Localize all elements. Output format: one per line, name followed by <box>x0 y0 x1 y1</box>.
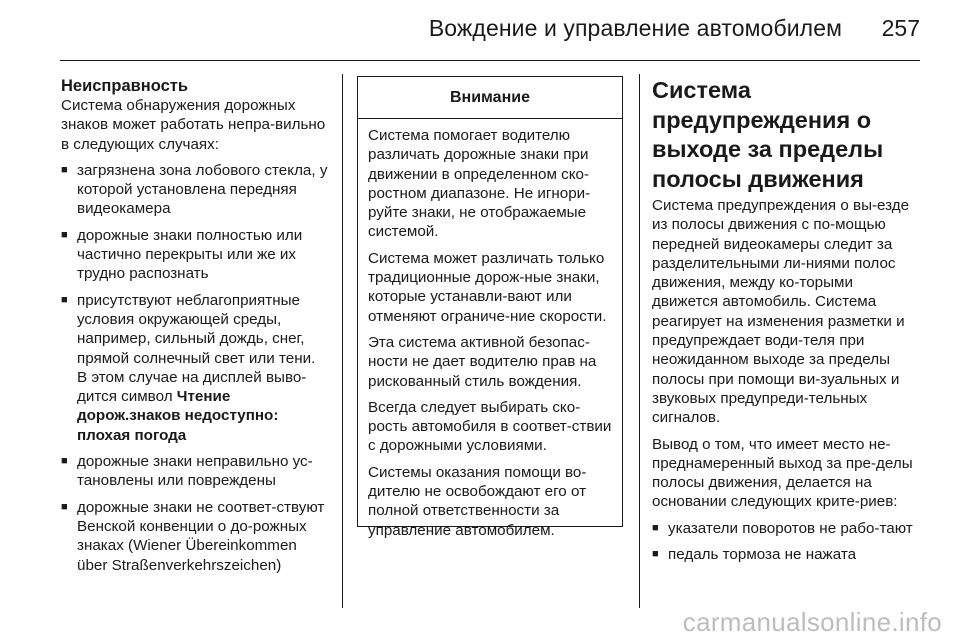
warning-body <box>358 119 622 540</box>
warning-paragraph: Система может различать только традиционные дорож-ные знаки, которые устанавли-вают или отменяют ограниче-ние скорости. <box>368 249 607 325</box>
right-column <box>652 76 920 571</box>
bullet-icon: ■ <box>61 293 68 306</box>
column-divider-right <box>639 74 640 608</box>
page-header <box>0 0 960 62</box>
list-item: ■ присутствуют неблагоприятные условия окружающей среды, например, сильный дождь, снег, прямой солнечный свет или тени. В этом случае на дисплей выво-дится символ Чтение дорож.знаков недоступно: плохая погода <box>61 291 316 444</box>
bullet-icon: ■ <box>61 163 68 176</box>
list-item: ■ дорожные знаки полностью или частично перекрыты или же их трудно распознать <box>61 226 303 283</box>
header-title: Вождение и управление автомобилем <box>428 15 842 41</box>
section-heading-malfunction: Неисправность <box>61 77 189 95</box>
page-number: 257 <box>881 15 920 41</box>
malfunction-list <box>61 161 329 575</box>
list-item: ■ указатели поворотов не рабо-тают <box>652 519 913 537</box>
list-item: ■ дорожные знаки неправильно ус-тановлены или повреждены <box>61 453 313 490</box>
body-paragraph: Вывод о том, что имеет место не-преднамеренный выход за пре-делы полосы движения, делается на основании следующих крите-риев: <box>652 435 913 511</box>
bullet-icon: ■ <box>652 521 659 534</box>
list-item: ■ дорожные знаки не соответ-ствуют Венской конвенции о до-рожных знаках (Wiener Übereinkommen über Straßenverkehrszeichen) <box>61 498 325 574</box>
section-heading-lane-departure: Система предупреждения о выходе за пределы полосы движения <box>652 77 884 192</box>
warning-paragraph: Эта система активной безопас-ности не дает водителю прав на рискованный стиль вождения. <box>368 333 597 390</box>
header-rule <box>60 60 920 61</box>
bullet-icon: ■ <box>652 548 659 561</box>
warning-paragraph: Системы оказания помощи во-дителю не освобождают его от полной ответственности за управление автомобилем. <box>368 463 587 539</box>
left-column <box>61 76 329 582</box>
body-paragraph: Система предупреждения о вы-езде из полосы движения с по-мощью передней видеокамеры следит за разделительными ли-ниями полос движения, между ко-торыми движется автомобиль. Система реагирует на изменения разметки и предупреждает води-теля при неожиданном выходе за пределы полосы при помощи ви-зуальных и звуковых предупреди-тельных сигналов. <box>652 197 910 427</box>
warning-box <box>357 76 623 539</box>
warning-title: Внимание <box>358 77 622 119</box>
column-divider-left <box>342 74 343 608</box>
intro-paragraph: Система обнаружения дорожных знаков может работать непра-вильно в следующих случаях: <box>61 97 326 153</box>
display-message: Чтение дорож.знаков недоступно: плохая погода <box>77 388 279 444</box>
bullet-icon: ■ <box>61 228 68 241</box>
watermark: carmanualsonline.info <box>682 607 942 637</box>
criteria-list <box>652 519 920 565</box>
bullet-icon: ■ <box>61 455 68 468</box>
list-item: ■ педаль тормоза не нажата <box>652 546 857 564</box>
bullet-icon: ■ <box>61 500 68 513</box>
warning-paragraph: Всегда следует выбирать ско-рость автомобиля в соответ-ствии с дорожными условиями. <box>368 398 612 455</box>
list-item: ■ загрязнена зона лобового стекла, у которой установлена передняя видеокамера <box>61 161 328 218</box>
warning-paragraph: Система помогает водителю различать дорожные знаки при движении в определенном ско-ростном диапазоне. Не игнори-руйте знаки, не отображаемые системой. <box>368 127 591 241</box>
